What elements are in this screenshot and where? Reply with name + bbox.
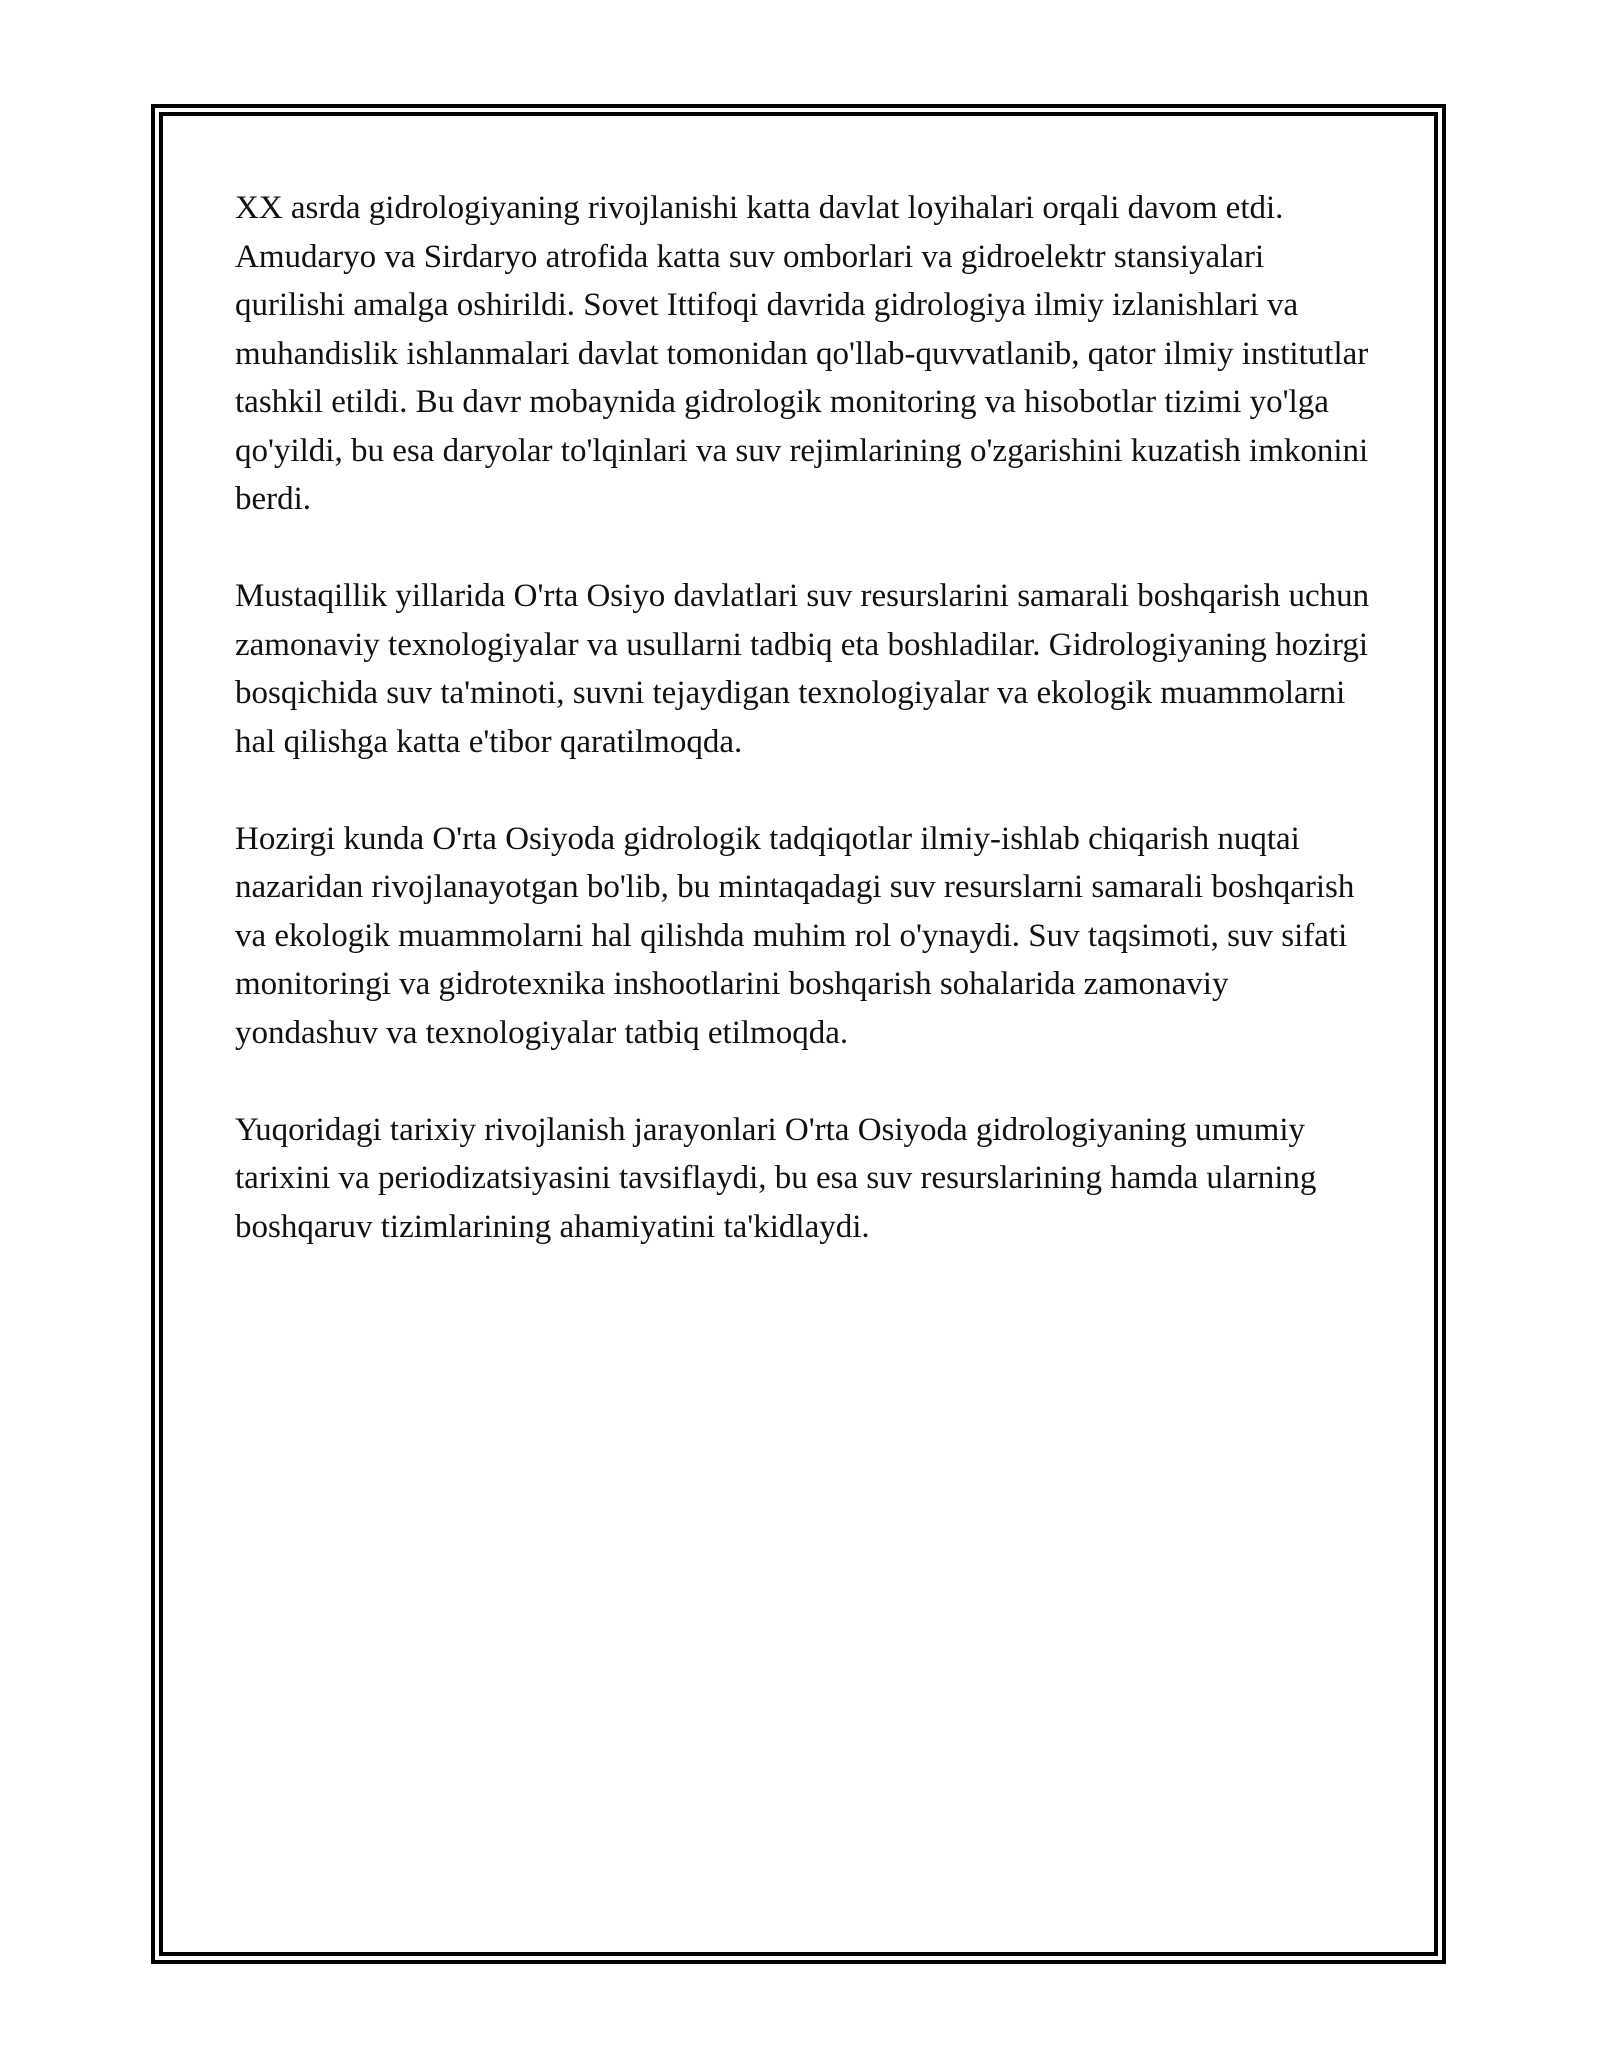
document-body [235, 184, 1375, 1300]
paragraph-1: XX asrda gidrologiyaning rivojlanishi katta davlat loyihalari orqali davom etdi. Amudaryo va Sirdaryo atrofida katta suv omborlari va gidroelektr stansiyalari qurilishi amalga oshirildi. Sovet Ittifoqi davrida gidrologiya ilmiy izlanishlari va muhandislik ishlanmalari davlat tomonidan qo'llab-quvvatlanib, qator ilmiy institutlar tashkil etildi. Bu davr mobaynida gidrologik monitoring va hisobotlar tizimi yo'lga qo'yildi, bu esa daryolar to'lqinlari va suv rejimlarining o'zgarishini kuzatish imkonini berdi. [235, 190, 1369, 517]
paragraph-3: Hozirgi kunda O'rta Osiyoda gidrologik tadqiqotlar ilmiy-ishlab chiqarish nuqtai nazaridan rivojlanayotgan bo'lib, bu mintaqadagi suv resurslarni samarali boshqarish va ekologik muammolarni hal qilishda muhim rol o'ynaydi. Suv taqsimoti, suv sifati monitoringi va gidrotexnika inshootlarini boshqarish sohalarida zamonaviy yondashuv va texnologiyalar tatbiq etilmoqda. [235, 820, 1355, 1051]
paragraph-2: Mustaqillik yillarida O'rta Osiyo davlatlari suv resurslarini samarali boshqarish uchun zamonaviy texnologiyalar va usullarni tadbiq eta boshladilar. Gidrologiyaning hozirgi bosqichida suv ta'minoti, suvni tejaydigan texnologiyalar va ekologik muammolarni hal qilishga katta e'tibor qaratilmoqda. [235, 578, 1370, 760]
paragraph-4: Yuqoridagi tarixiy rivojlanish jarayonlari O'rta Osiyoda gidrologiyaning umumiy tarixini va periodizatsiyasini tavsiflaydi, bu esa suv resurslarining hamda ularning boshqaruv tizimlarining ahamiyatini ta'kidlaydi. [235, 1111, 1317, 1245]
